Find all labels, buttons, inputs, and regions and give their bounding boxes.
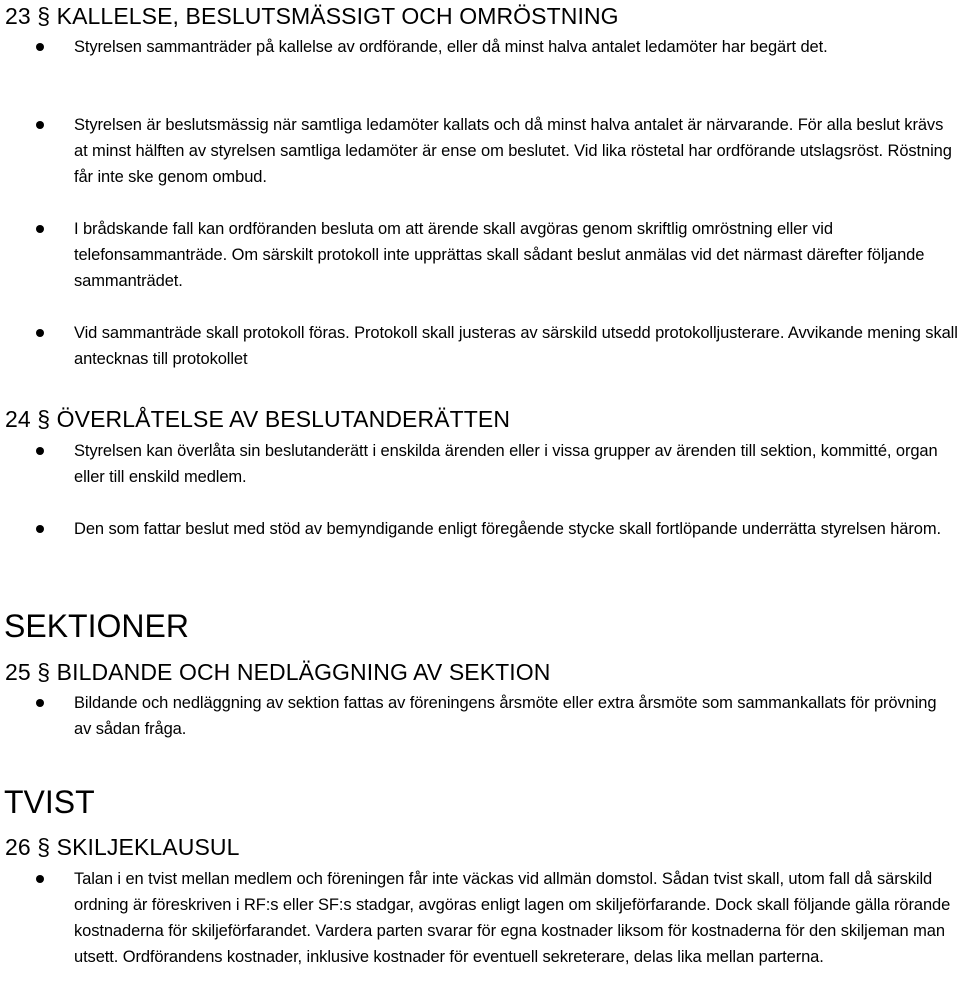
- chapter-title-sektioner: SEKTIONER: [4, 608, 189, 644]
- bullet-icon: [36, 875, 44, 883]
- section-heading-26: 26 § SKILJEKLAUSUL: [5, 834, 240, 860]
- paragraph-25-1: Bildande och nedläggning av sektion fattas av föreningens årsmöte eller extra årsmöte som sammankallats för prövning av sådan fråga.: [74, 694, 937, 738]
- paragraph-24-2: Den som fattar beslut med stöd av bemyndigande enligt föregående stycke skall fortlöpande underrätta styrelsen härom.: [74, 520, 941, 538]
- bullet-icon: [36, 699, 44, 707]
- bullet-icon: [36, 43, 44, 51]
- bullet-icon: [36, 225, 44, 233]
- section-heading-24: 24 § ÖVERLÅTELSE AV BESLUTANDERÄTTEN: [5, 406, 511, 432]
- section-heading-25: 25 § BILDANDE OCH NEDLÄGGNING AV SEKTION: [5, 659, 551, 685]
- bullet-icon: [36, 121, 44, 129]
- paragraph-23-1: Styrelsen sammanträder på kallelse av ordförande, eller då minst halva antalet ledamöter har begärt det.: [74, 38, 828, 56]
- paragraph-24-1: Styrelsen kan överlåta sin beslutanderätt i enskilda ärenden eller i vissa grupper av ärenden till sektion, kommitté, organ eller till enskild medlem.: [74, 442, 938, 486]
- paragraph-23-3: I brådskande fall kan ordföranden besluta om att ärende skall avgöras genom skriftlig omröstning eller vid telefonsammanträde. Om särskilt protokoll inte upprättas skall sådant beslut anmälas vid det närmast därefter följande sammanträdet.: [74, 220, 925, 290]
- section-heading-23: 23 § KALLELSE, BESLUTSMÄSSIGT OCH OMRÖSTNING: [5, 3, 619, 29]
- paragraph-26-1: Talan i en tvist mellan medlem och föreningen får inte väckas vid allmän domstol. Sådan tvist skall, utom fall då särskild ordning är föreskriven i RF:s eller SF:s stadgar, avgöras enligt lagen om skiljeförfarande. Dock skall följande gälla rörande kostnaderna för skiljeförfarandet. Vardera parten svarar för egna kostnader liksom för kostnaderna för den skiljeman man utsett. Ordförandens kostnader, inklusive kostnader för eventuell sekreterare, delas lika mellan parterna.: [74, 870, 951, 966]
- paragraph-23-4: Vid sammanträde skall protokoll föras. Protokoll skall justeras av särskild utsedd protokolljusterare. Avvikande mening skall antecknas till protokollet: [74, 324, 958, 368]
- bullet-icon: [36, 447, 44, 455]
- paragraph-23-2: Styrelsen är beslutsmässig när samtliga ledamöter kallats och då minst halva antalet är närvarande. För alla beslut krävs at minst hälften av styrelsen samtliga ledamöter är ense om beslutet. Vid lika röstetal har ordförande utslagsröst. Röstning får inte ske genom ombud.: [74, 116, 952, 186]
- chapter-title-tvist: TVIST: [4, 784, 95, 820]
- bullet-icon: [36, 329, 44, 337]
- bullet-icon: [36, 525, 44, 533]
